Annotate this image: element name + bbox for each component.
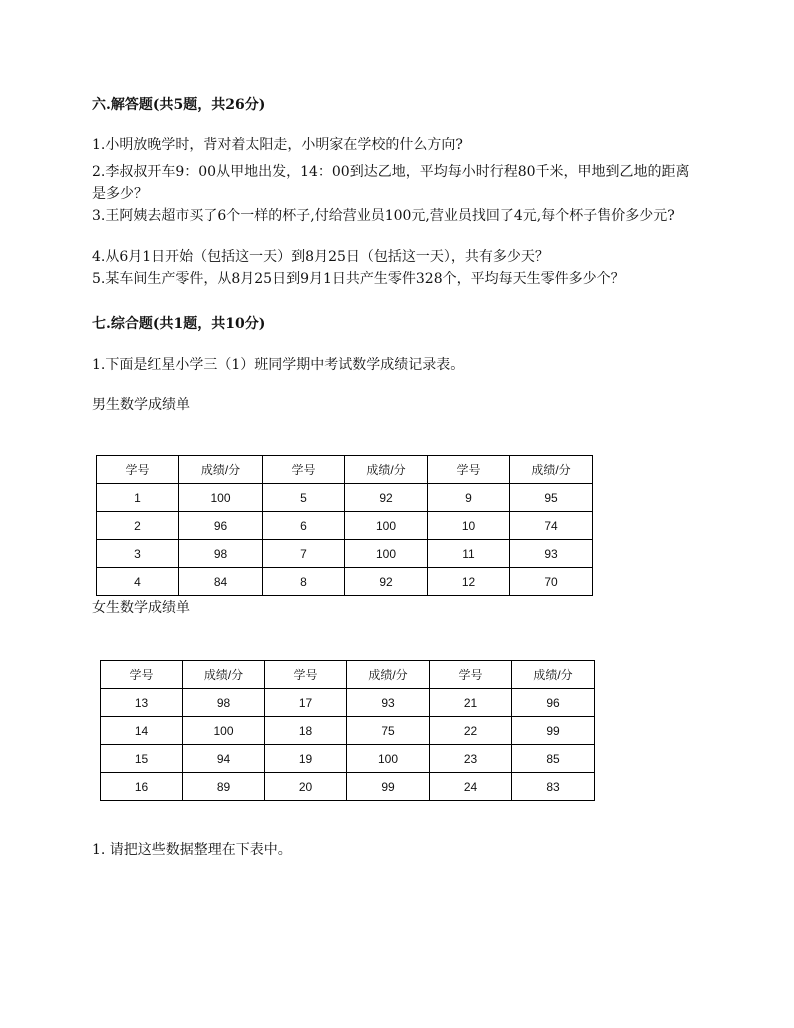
- header-cell: 成绩/分: [179, 456, 263, 484]
- table-row: [101, 717, 595, 745]
- girls-score-table: [100, 660, 595, 801]
- question-7-1-task: 1. 请把这些数据整理在下表中。: [92, 842, 292, 858]
- header-cell: 学号: [428, 456, 510, 484]
- table-cell: 98: [179, 540, 263, 568]
- table-cell: 21: [430, 689, 512, 717]
- header-cell: 成绩/分: [183, 661, 265, 689]
- question-6-5: 5.某车间生产零件，从8月25日到9月1日共产生零件328个，平均每天生零件多少个？: [92, 271, 625, 287]
- girls-table-label: 女生数学成绩单: [92, 600, 190, 616]
- table-row: [101, 745, 595, 773]
- table-cell: 4: [97, 568, 179, 596]
- table-cell: 1: [97, 484, 179, 512]
- table-cell: 23: [430, 745, 512, 773]
- table-cell: 13: [101, 689, 183, 717]
- question-6-1: 1.小明放晚学时，背对着太阳走，小明家在学校的什么方向?: [92, 137, 463, 153]
- header-cell: 成绩/分: [512, 661, 595, 689]
- question-6-2: 2.李叔叔开车9：00从甲地出发，14：00到达乙地，平均每小时行程80千米，甲地到乙地的距离是多少？: [92, 164, 690, 202]
- table-row: [97, 484, 593, 512]
- table-cell: 100: [183, 717, 265, 745]
- header-cell: 学号: [265, 661, 347, 689]
- table-cell: 85: [512, 745, 595, 773]
- table-cell: 92: [345, 484, 428, 512]
- table-cell: 95: [510, 484, 593, 512]
- table-cell: 19: [265, 745, 347, 773]
- table-cell: 9: [428, 484, 510, 512]
- table-header-row: [101, 661, 595, 689]
- table-cell: 100: [347, 745, 430, 773]
- table-row: [101, 773, 595, 801]
- table-cell: 93: [510, 540, 593, 568]
- table-cell: 99: [512, 717, 595, 745]
- table-cell: 74: [510, 512, 593, 540]
- table-cell: 99: [347, 773, 430, 801]
- question-6-4: 4.从6月1日开始（包括这一天）到8月25日（包括这一天），共有多少天？: [92, 249, 549, 265]
- table-cell: 10: [428, 512, 510, 540]
- table-cell: 20: [265, 773, 347, 801]
- table-cell: 98: [183, 689, 265, 717]
- table-cell: 94: [183, 745, 265, 773]
- table-cell: 14: [101, 717, 183, 745]
- header-cell: 学号: [263, 456, 345, 484]
- table-cell: 24: [430, 773, 512, 801]
- table-cell: 100: [345, 540, 428, 568]
- table-cell: 3: [97, 540, 179, 568]
- table-cell: 12: [428, 568, 510, 596]
- boys-score-table: [96, 455, 593, 596]
- table-cell: 16: [101, 773, 183, 801]
- table-row: [97, 568, 593, 596]
- header-cell: 学号: [430, 661, 512, 689]
- boys-table-label: 男生数学成绩单: [92, 397, 190, 413]
- table-cell: 15: [101, 745, 183, 773]
- table-cell: 75: [347, 717, 430, 745]
- header-cell: 成绩/分: [347, 661, 430, 689]
- section-6-heading: 六.解答题(共5题，共26分): [92, 97, 266, 113]
- table-cell: 11: [428, 540, 510, 568]
- table-row: [97, 512, 593, 540]
- table-cell: 83: [512, 773, 595, 801]
- table-cell: 92: [345, 568, 428, 596]
- table-cell: 22: [430, 717, 512, 745]
- table-cell: 18: [265, 717, 347, 745]
- table-cell: 84: [179, 568, 263, 596]
- table-cell: 7: [263, 540, 345, 568]
- table-cell: 93: [347, 689, 430, 717]
- header-cell: 成绩/分: [510, 456, 593, 484]
- section-7-heading: 七.综合题(共1题，共10分): [92, 316, 266, 332]
- table-cell: 96: [512, 689, 595, 717]
- table-cell: 70: [510, 568, 593, 596]
- header-cell: 成绩/分: [345, 456, 428, 484]
- table-row: [97, 540, 593, 568]
- header-cell: 学号: [97, 456, 179, 484]
- table-cell: 89: [183, 773, 265, 801]
- table-cell: 2: [97, 512, 179, 540]
- table-cell: 6: [263, 512, 345, 540]
- header-cell: 学号: [101, 661, 183, 689]
- question-7-1-intro: 1.下面是红星小学三（1）班同学期中考试数学成绩记录表。: [92, 357, 465, 373]
- question-6-3: 3.王阿姨去超市买了6个一样的杯子,付给营业员100元,营业员找回了4元,每个杯子售价多少元?: [92, 208, 675, 224]
- table-cell: 17: [265, 689, 347, 717]
- table-cell: 100: [179, 484, 263, 512]
- table-cell: 8: [263, 568, 345, 596]
- table-row: [101, 689, 595, 717]
- table-header-row: [97, 456, 593, 484]
- table-cell: 96: [179, 512, 263, 540]
- table-cell: 100: [345, 512, 428, 540]
- table-cell: 5: [263, 484, 345, 512]
